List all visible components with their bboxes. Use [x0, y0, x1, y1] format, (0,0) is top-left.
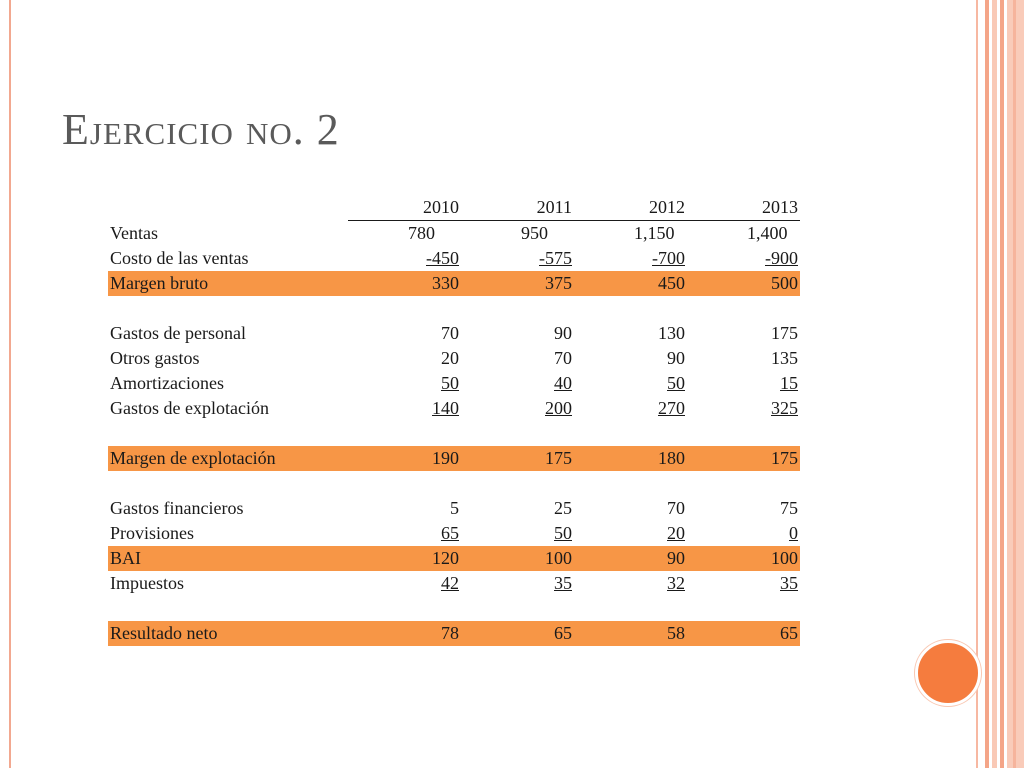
year-header: 2012	[574, 195, 687, 221]
cell-value: 330	[348, 271, 461, 296]
cell-value: 75	[780, 498, 798, 518]
cell-value: 500	[687, 271, 800, 296]
cell-value: 325	[771, 398, 798, 418]
year-header: 2010	[348, 195, 461, 221]
cell-value: 1,400	[747, 223, 788, 243]
financial-table	[108, 195, 800, 646]
cell-value: 175	[687, 446, 800, 471]
cell-value: 100	[687, 546, 800, 571]
cell-value: 65	[687, 621, 800, 646]
cell-value: 175	[771, 323, 798, 343]
table-row	[108, 346, 800, 371]
decorative-circle	[915, 640, 981, 706]
cell-value: -575	[539, 248, 572, 268]
table-row-highlight	[108, 271, 800, 296]
row-label: Gastos de explotación	[110, 398, 269, 418]
cell-value: 1,150	[634, 223, 675, 243]
cell-value: 32	[667, 573, 685, 593]
row-label: BAI	[108, 546, 348, 571]
cell-value: 950	[521, 223, 548, 243]
cell-value: 35	[554, 573, 572, 593]
cell-value: 40	[554, 373, 572, 393]
table-row	[108, 521, 800, 546]
row-label: Ventas	[110, 222, 158, 243]
row-label: Margen de explotación	[108, 446, 348, 471]
table-spacer	[108, 296, 800, 321]
cell-value: 58	[574, 621, 687, 646]
cell-value: 175	[461, 446, 574, 471]
cell-value: 130	[658, 323, 685, 343]
slide-title: Ejercicio no. 2	[62, 105, 340, 154]
cell-value: 20	[667, 523, 685, 543]
row-label: Gastos financieros	[110, 498, 244, 518]
cell-value: -450	[426, 248, 459, 268]
table-row-highlight	[108, 446, 800, 471]
year-header: 2013	[687, 195, 800, 221]
cell-value: 90	[554, 323, 572, 343]
year-header: 2011	[461, 195, 574, 221]
cell-value: 200	[545, 398, 572, 418]
cell-value: 70	[554, 348, 572, 368]
table-row-highlight	[108, 621, 800, 646]
cell-value: 5	[450, 498, 459, 518]
row-label: Amortizaciones	[110, 373, 224, 393]
cell-value: 50	[667, 373, 685, 393]
cell-value: 375	[461, 271, 574, 296]
cell-value: 50	[441, 373, 459, 393]
row-label: Margen bruto	[108, 271, 348, 296]
row-label: Gastos de personal	[110, 323, 246, 343]
cell-value: 50	[554, 523, 572, 543]
row-label: Resultado neto	[108, 621, 348, 646]
slide-frame-left-line	[9, 0, 11, 768]
table-row	[108, 571, 800, 596]
cell-value: 42	[441, 573, 459, 593]
cell-value: 450	[574, 271, 687, 296]
cell-value: 90	[574, 546, 687, 571]
cell-value: 100	[461, 546, 574, 571]
cell-value: 15	[780, 373, 798, 393]
table-row	[108, 321, 800, 346]
cell-value: 190	[348, 446, 461, 471]
cell-value: 65	[461, 621, 574, 646]
cell-value: 25	[554, 498, 572, 518]
table-header-row	[108, 195, 800, 221]
cell-value: 135	[771, 348, 798, 368]
cell-value: 780	[408, 223, 435, 243]
table-row-highlight	[108, 546, 800, 571]
cell-value: 120	[348, 546, 461, 571]
table-spacer	[108, 596, 800, 621]
cell-value: 35	[780, 573, 798, 593]
cell-value: 65	[441, 523, 459, 543]
cell-value: 140	[432, 398, 459, 418]
cell-value: 78	[348, 621, 461, 646]
table-row	[108, 396, 800, 421]
table-spacer	[108, 421, 800, 446]
table-row	[108, 221, 800, 247]
row-label: Provisiones	[110, 523, 195, 543]
row-label: Costo de las ventas	[110, 248, 249, 268]
cell-value: 0	[789, 523, 798, 543]
cell-value: 180	[574, 446, 687, 471]
cell-value: -900	[765, 248, 798, 268]
cell-value: 70	[441, 323, 459, 343]
cell-value: 90	[667, 348, 685, 368]
row-label: Impuestos	[110, 573, 184, 593]
table-row	[108, 246, 800, 271]
cell-value: 270	[658, 398, 685, 418]
row-label: Otros gastos	[110, 348, 200, 368]
table-row	[108, 371, 800, 396]
cell-value: 20	[441, 348, 459, 368]
table-spacer	[108, 471, 800, 496]
cell-value: 70	[667, 498, 685, 518]
cell-value: -700	[652, 248, 685, 268]
table-row	[108, 496, 800, 521]
